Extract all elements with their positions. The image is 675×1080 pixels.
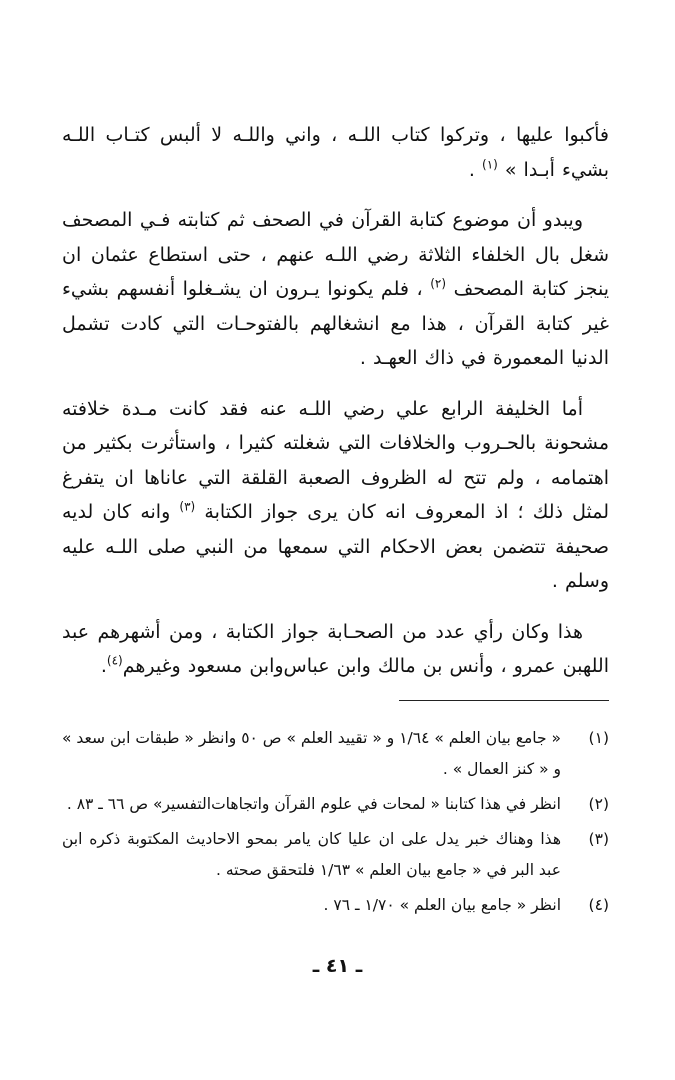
footnote-ref-1[interactable]: (١) — [482, 157, 498, 172]
paragraph-1-end: . — [468, 158, 483, 181]
footnotes — [62, 723, 609, 921]
footnote-1 — [62, 723, 609, 785]
paragraph-2-end: ، فلم يكونوا يـرون ان يشـغلوا أنفسهم بشيء غير كتابة القرآن ، هذا مع انشغالهم بالفتوحـات التي كادت تشمل الدنيا المعمورة في ذاك العهـد . — [62, 278, 609, 369]
footnote-number-1: (١) — [588, 728, 609, 747]
paragraph-3-end: وانه كان لديه صحيفة تتضمن بعض الاحكام التي سمعها من النبي صلى اللـه عليه وسلم . — [62, 501, 609, 592]
footnote-number-4: (٤) — [588, 895, 609, 914]
footnote-number-3: (٣) — [588, 829, 609, 848]
paragraph-3-text: أما الخليفة الرابع علي رضي اللـه عنه فقد كانت مـدة خلافته مشحونة بالحـروب والخلافات التي شغلته كثيرا ، واستأثرت بكثير من اهتمامه ، ولم تتح له الظروف الصعبة القلقة التي عاناها ان يتفرغ لمثل ذلك ؛ اذ المعروف انه كان يرى جواز الكتابة — [62, 397, 609, 523]
paragraph-3 — [62, 392, 609, 599]
footnote-text-1: « جامع بيان العلم » ١/٦٤ و « تقييد العلم » ص ٥٠ وانظر « طبقات ابن سعد » و « كنز العمال » . — [62, 728, 562, 778]
footnote-divider — [399, 700, 609, 701]
footnote-2 — [62, 789, 609, 820]
paragraph-2 — [62, 203, 609, 376]
footnote-3 — [62, 824, 609, 886]
footnote-ref-4[interactable]: (٤) — [106, 653, 123, 668]
footnote-4 — [62, 890, 609, 921]
footnote-ref-2[interactable]: (٢) — [430, 276, 447, 291]
footnote-text-4: انظر « جامع بيان العلم » ١/٧٠ ـ ٧٦ . — [323, 895, 561, 914]
footnote-text-3: هذا وهناك خبر يدل على ان عليا كان يامر بمحو الاحاديث المكتوبة ذكره ابن عبد البر في « جامع بيان العلم » ١/٦٣ فلتحقق صحته . — [62, 829, 561, 879]
footnote-number-2: (٢) — [588, 794, 609, 813]
paragraph-4 — [62, 615, 609, 684]
paragraph-1-text: فأكبوا عليها ، وتركوا كتاب اللـه ، واني واللـه لا ألبس كتـاب اللـه بشيء أبـدا » — [62, 124, 609, 181]
footnote-ref-3[interactable]: (٣) — [179, 499, 196, 514]
paragraph-2-text: ويبدو أن موضوع كتابة القرآن في الصحف ثم كتابته فـي المصحف شغل بال الخلفاء الثلاثة رضي اللـه عنهم ، حتى استطاع عثمان ان ينجز كتابة المصحف — [62, 209, 609, 300]
paragraph-1 — [62, 118, 609, 187]
footnote-text-2: انظر في هذا كتابنا « لمحات في علوم القرآن واتجاهات‌التفسير» ص ٦٦ ـ ٨٣ . — [66, 794, 561, 813]
paragraph-4-end: . — [100, 655, 107, 677]
main-text — [62, 118, 609, 684]
page-number: ـ ٤١ ـ — [312, 955, 363, 977]
paragraph-4-text: هذا وكان رأي عدد من الصحـابة جواز الكتابة ، ومن أشهرهم عبد اللهبن عمرو ، وأنس بن مالك وابن عباس‌وابن مسعود وغيرهم — [62, 620, 609, 677]
